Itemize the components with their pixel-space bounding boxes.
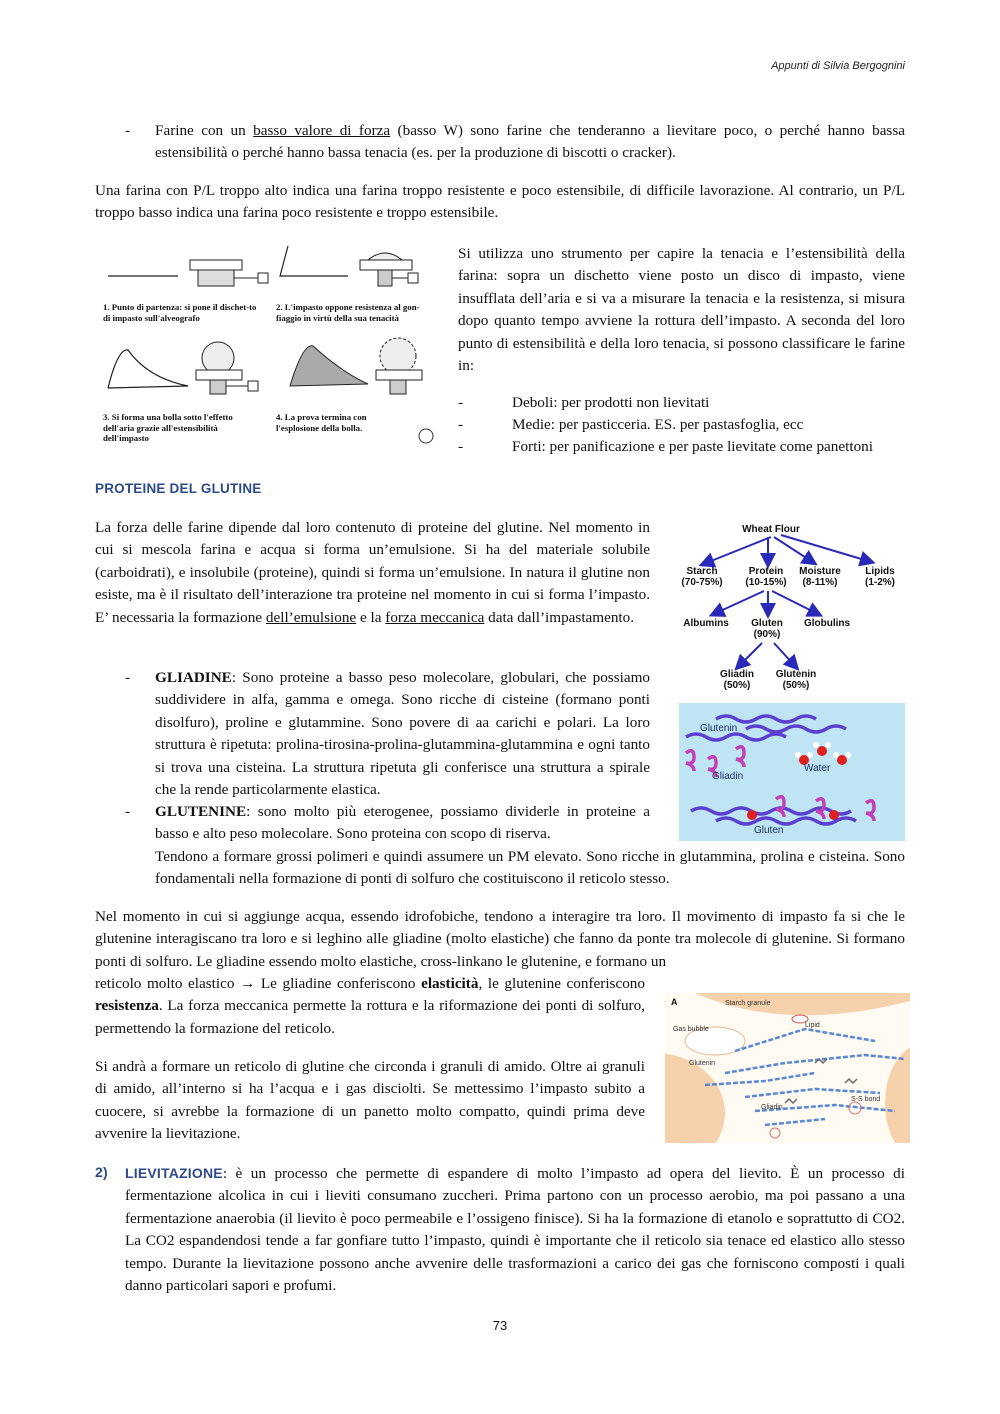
bullet-marker: - [125, 669, 131, 686]
elasticity-term: elasticità [421, 975, 479, 992]
diagram-root: Wheat Flour [742, 524, 800, 535]
lievitazione-paragraph [125, 1162, 905, 1297]
instrument-paragraph: Si utilizza uno strumento per capire la tenacia e l’estensibilità della farina: sopra un dischetto viene posto un disco di impasto, viene insufflata dell’aria e si va a misurare la tenacia e la resistenza, si misura dopo quanto tempo avviene la rottura dell’impasto. A seconda del loro punto di estensibilità e della loro tenacia, si possono classificare le farine in: [458, 245, 905, 375]
gluten-text-mid: e la [356, 608, 386, 626]
lievitazione-number: 2) [95, 1164, 108, 1180]
diagram-l1-pct: (10-15%) [745, 577, 787, 588]
glutenine-bullet [125, 801, 650, 846]
flour-types-list [458, 392, 905, 462]
flour-type-item: Medie: per pasticceria. ES. per pastasfoglia, ecc [512, 416, 804, 433]
intro-text-b: (basso W) sono farine che tenderanno a lievitare poco, o perché hanno bassa estensibilità o perché hanno bassa tenacia (es. per la produzione di biscotti o cracker). [155, 122, 905, 162]
diagram-l3-pct: (50%) [782, 680, 810, 691]
arrow-icon: → [240, 975, 256, 992]
page-header: Appunti di Silvia Bergognini [771, 60, 905, 72]
glutenine-continuation: Tendono a formare grossi polimeri e quindi assumere un PM elevato. Sono ricche in glutammina, prolina e cisteina. Sono fondamentali nella formazione di ponti di solfuro che costituiscono il reticolo stesso. [155, 848, 905, 888]
alveograph-caption-4: 4. La prova termina con l'esplosione della bolla. [276, 412, 367, 433]
water-text-c: , le glutenine conferiscono [478, 975, 645, 992]
flour-type-marker: - [458, 416, 464, 433]
bullet-marker: - [125, 122, 131, 139]
gluten-text: La forza delle farine dipende dal loro contenuto di proteine del glutine. Nel momento in cui si mescola farina e acqua si forma un’emulsione. Si ha del materiale solubile (carboidrati), e insolubile (proteine), quindi si forma un’emulsione. In natura il glutine non esiste, ma è il risultato dell’interazione tra proteine nel momento in cui si forma l’impasto. E’ necessaria la formazione [95, 519, 650, 626]
gliadine-term: GLIADINE [155, 669, 232, 686]
wheat-diagram-svg [676, 515, 908, 845]
water-text-a: reticolo molto elastico [95, 975, 235, 992]
intro-text-a: Farine con un [155, 122, 254, 139]
gliadine-text: : Sono proteine a basso peso molecolare, globulari, che possiamo suddividere in alfa, gamma e omega. Sono ricche di cisteine (formano ponti disolfuro), proline e glutammine. Sono povere di aa carichi e polari. La loro struttura è ripetuta: prolina-tirosina-prolina-glutammina-glutammina e ogni tanto si trova una cisteina. La struttura ripetuta gli conferisce una struttura a spirale che la rende particolarmente elastica. [155, 669, 650, 799]
diagram-l2-name: Albumins [683, 618, 729, 629]
flour-type-marker: - [458, 438, 464, 455]
starch-figure-svg [665, 993, 910, 1143]
diagram-l1-name: Moisture [799, 566, 841, 577]
starch-network-figure [665, 993, 910, 1143]
gas-label: Gas bubble [673, 1026, 709, 1033]
diagram-l1-pct: (1-2%) [864, 577, 896, 588]
diagram-l2-pct: (90%) [753, 629, 781, 640]
flour-type-item: Deboli: per prodotti non lievitati [512, 394, 710, 411]
box-glutenin-label: Glutenin [700, 723, 738, 734]
flour-type-item: Forti: per panificazione e per paste lievitate come panettoni [512, 438, 873, 455]
diagram-l1-pct: (8-11%) [802, 577, 838, 588]
network-paragraph: Si andrà a formare un reticolo di glutine che circonda i granuli di amido. Oltre ai granuli di amido, all’interno si ha l’acqua e i gas disciolti. Se mettessimo l’impasto subito a cuocere, si avrebbe la formazione di un panetto molto compatto, quindi prima deve avvenire la lievitazione. [95, 1058, 645, 1143]
pl-paragraph: Una farina con P/L troppo alto indica una farina troppo resistente e poco estensibile, di difficile lavorazione. Al contrario, un P/L troppo basso indica una farina poco resistente e troppo estensibile. [95, 182, 905, 222]
diagram-l3-name: Gliadin [720, 669, 754, 680]
water-paragraph: Nel momento in cui si aggiunge acqua, essendo idrofobiche, tendono a interagire tra loro. Il movimento di impasto fa si che le glutenine interagiscano tra loro e si leghino alle gliadine (molto elastiche) che fanno da ponte tra molecole di glutenine. Si formano ponti di solfuro. Le gliadine essendo molto elastiche, cross-linkano le glutenine, e formano un [95, 908, 905, 970]
page-number: 73 [492, 1318, 508, 1333]
alveograph-figure [98, 238, 443, 453]
water-text-b: Le gliadine conferiscono [255, 975, 422, 992]
resistance-term: resistenza [95, 997, 159, 1015]
box-water-label: Water [804, 763, 831, 774]
wheat-flour-diagram [676, 515, 908, 845]
diagram-l1-pct: (70-75%) [681, 577, 723, 588]
alveograph-caption-1: 1. Punto di partenza: si pone il dischet-to di impasto sull'alveografo [103, 302, 257, 323]
lipid-label: Lipid [805, 1022, 820, 1029]
gluten-underline-force: forza meccanica [385, 608, 485, 626]
lievitazione-term: LIEVITAZIONE [125, 1165, 223, 1181]
section-title: PROTEINE DEL GLUTINE [95, 481, 262, 496]
box-gluten-label: Gluten [754, 825, 784, 836]
glutenin-fig-label: Glutenin [689, 1060, 716, 1067]
flour-type-marker: - [458, 394, 464, 411]
box-gliadin-label: Gliadin [712, 771, 744, 782]
intro-underlined: basso valore di forza [253, 122, 391, 139]
alveograph-caption-2: 2. L'impasto oppone resistenza al gon-fiaggio in virtù della sua tenacità [276, 302, 420, 323]
alveograph-caption-3: 3. Si forma una bolla sotto l'effetto dell'aria grazie all'estensibilità dell'impasto [103, 412, 233, 443]
diagram-l2-name: Globulins [803, 618, 851, 629]
diagram-l1-name: Lipids [865, 566, 895, 577]
glutenine-term: GLUTENINE [155, 803, 247, 820]
ss-bond-label: S-S bond [851, 1096, 881, 1103]
diagram-l3-pct: (50%) [723, 680, 751, 691]
diagram-l1-name: Starch [686, 566, 718, 577]
water-paragraph-continued [95, 973, 645, 1040]
starch-label: Starch granule [725, 1000, 771, 1007]
lievitazione-text: : è un processo che permette di espandere di molto l’impasto ad opera del lievito. È un processo di fermentazione alcolica in cui i lieviti consumano zuccheri. Prima partono con un processo aerobio, ma poi passano a una fermentazione anaerobia (il lievito è poco permeabile e l’ossigeno finisce). Si ha la formazione di etanolo e soprattutto di CO2. La CO2 espandendosi tende a far gonfiare tutto l’impasto, quindi è importante che il reticolo sia tenace ed elastico allo stesso tempo. Durante la lievitazione possono anche avvenire delle trasformazioni a carico dei gas che forniscono composti i quali danno particolari sapori e profumi. [125, 1165, 905, 1295]
gluten-paragraph [95, 517, 650, 629]
diagram-arrows [706, 535, 868, 665]
diagram-l1-name: Protein [748, 566, 784, 577]
diagram-l3-name: Glutenin [775, 669, 817, 680]
glutenine-text-1: : sono molto più eterogenee, possiamo dividerle in proteine a basso e alto peso molecolare. Sono proteina con scopo di riserva. [155, 803, 650, 843]
intro-bullet [125, 120, 905, 165]
gliadine-bullet [125, 667, 650, 801]
gluten-underline-emulsion: dell’emulsione [265, 608, 357, 626]
gluten-text-end: data dall’impastamento. [484, 608, 635, 626]
gliadin-fig-label: Gliadin [761, 1104, 783, 1111]
figure-letter: A [671, 997, 678, 1007]
diagram-l2-name: Gluten [751, 618, 783, 629]
water-text-d: . La forza meccanica permette la rottura e la riformazione dei ponti di solfuro, permettendo la formazione del reticolo. [95, 997, 645, 1037]
bullet-marker: - [125, 803, 131, 820]
